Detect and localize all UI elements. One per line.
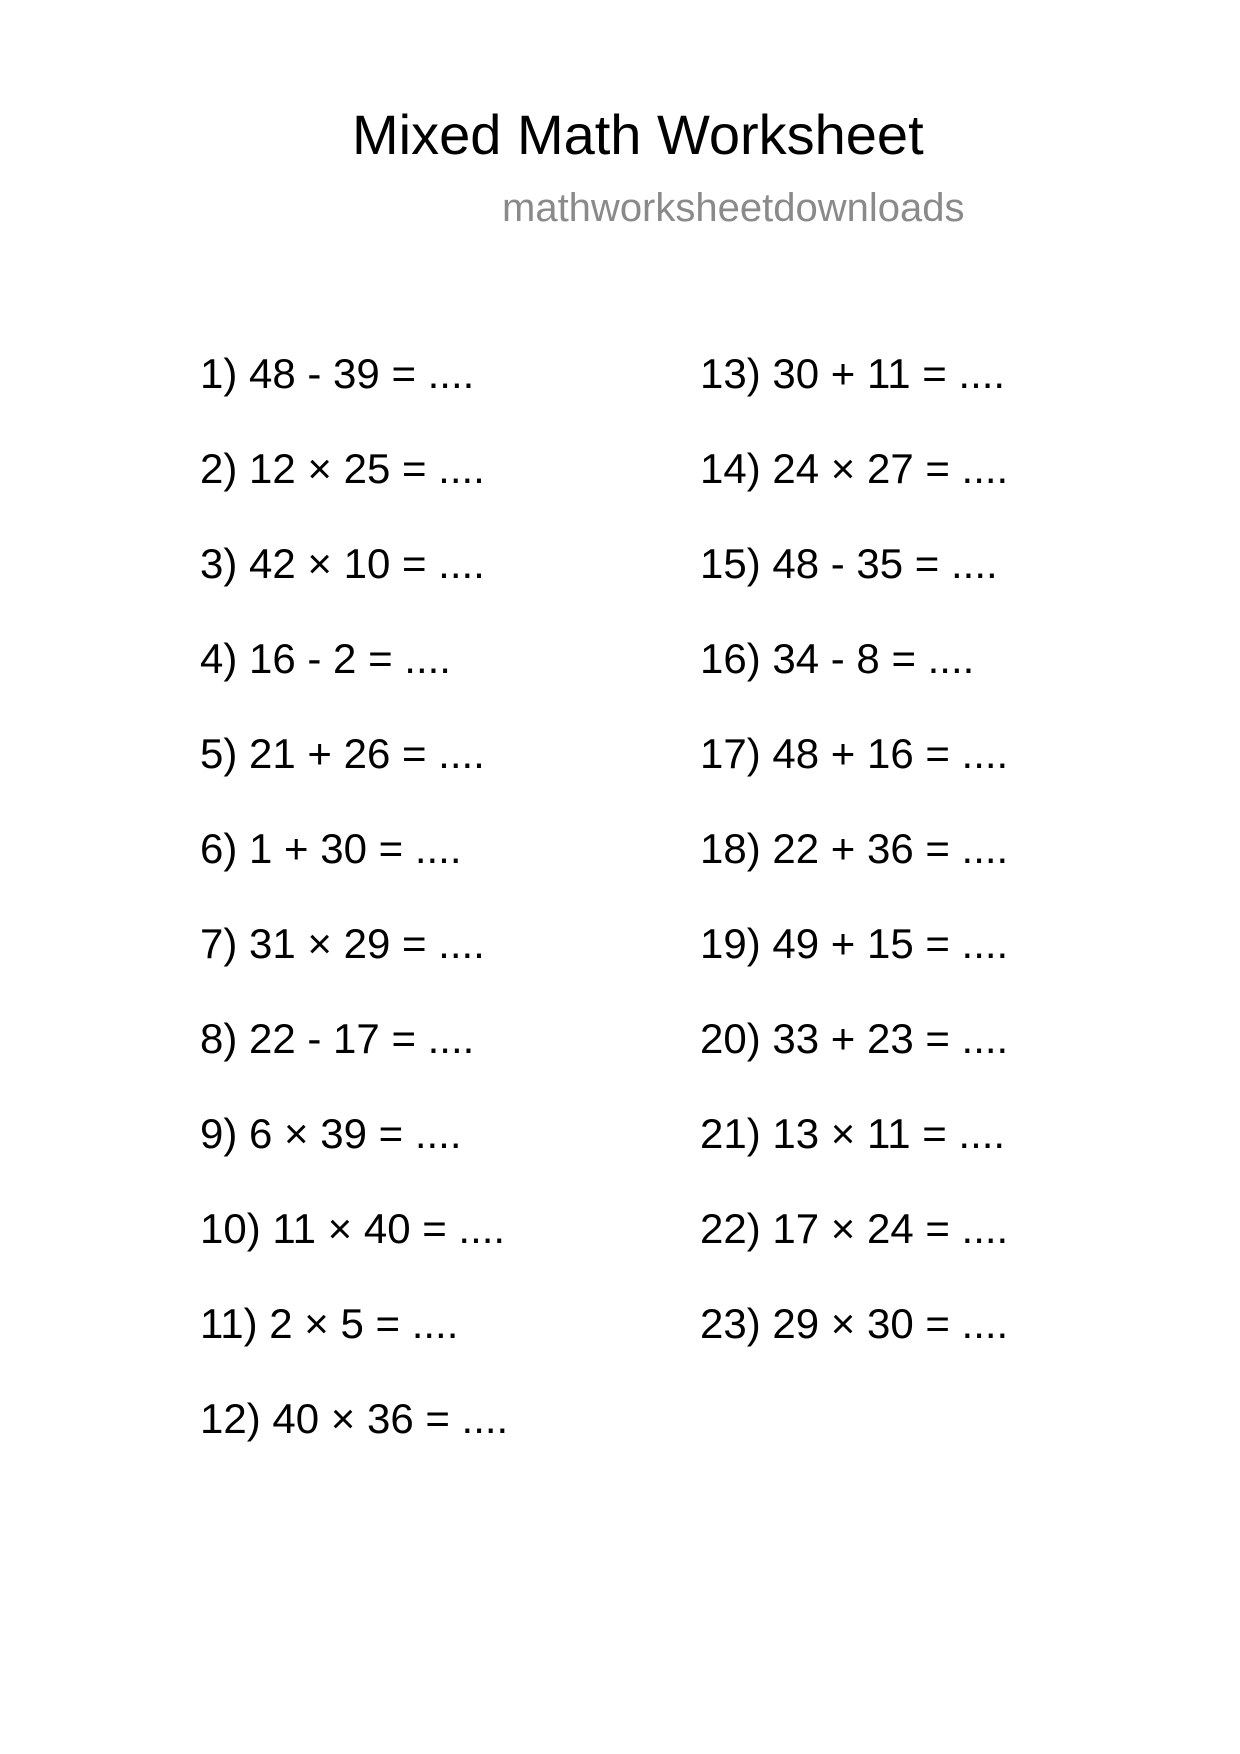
problem-22: 22) 17 × 24 = ....: [700, 1205, 1009, 1252]
problem-15: 15) 48 - 35 = ....: [700, 540, 998, 587]
problem-7: 7) 31 × 29 = ....: [200, 920, 485, 967]
problem-9: 9) 6 × 39 = ....: [200, 1110, 462, 1157]
problem-4: 4) 16 - 2 = ....: [200, 635, 451, 682]
problem-11: 11) 2 × 5 = ....: [200, 1300, 459, 1347]
problem-8: 8) 22 - 17 = ....: [200, 1015, 475, 1062]
problem-20: 20) 33 + 23 = ....: [700, 1015, 1009, 1062]
problem-column-right: [700, 348, 1008, 1393]
problem-12: 12) 40 × 36 = ....: [200, 1395, 509, 1442]
problem-column-left: [200, 348, 508, 1488]
page-subtitle: mathworksheetdownloads: [502, 186, 965, 230]
problem-1: 1) 48 - 39 = ....: [200, 350, 475, 397]
problem-6: 6) 1 + 30 = ....: [200, 825, 462, 872]
problem-13: 13) 30 + 11 = ....: [700, 350, 1006, 397]
problem-5: 5) 21 + 26 = ....: [200, 730, 485, 777]
problem-21: 21) 13 × 11 = ....: [700, 1110, 1006, 1157]
problem-10: 10) 11 × 40 = ....: [200, 1205, 506, 1252]
problem-19: 19) 49 + 15 = ....: [700, 920, 1009, 967]
page-title: Mixed Math Worksheet: [352, 103, 924, 166]
problem-18: 18) 22 + 36 = ....: [700, 825, 1009, 872]
problem-16: 16) 34 - 8 = ....: [700, 635, 975, 682]
problem-23: 23) 29 × 30 = ....: [700, 1300, 1009, 1347]
problem-2: 2) 12 × 25 = ....: [200, 445, 485, 492]
problem-14: 14) 24 × 27 = ....: [700, 445, 1009, 492]
problem-17: 17) 48 + 16 = ....: [700, 730, 1009, 777]
problem-3: 3) 42 × 10 = ....: [200, 540, 485, 587]
